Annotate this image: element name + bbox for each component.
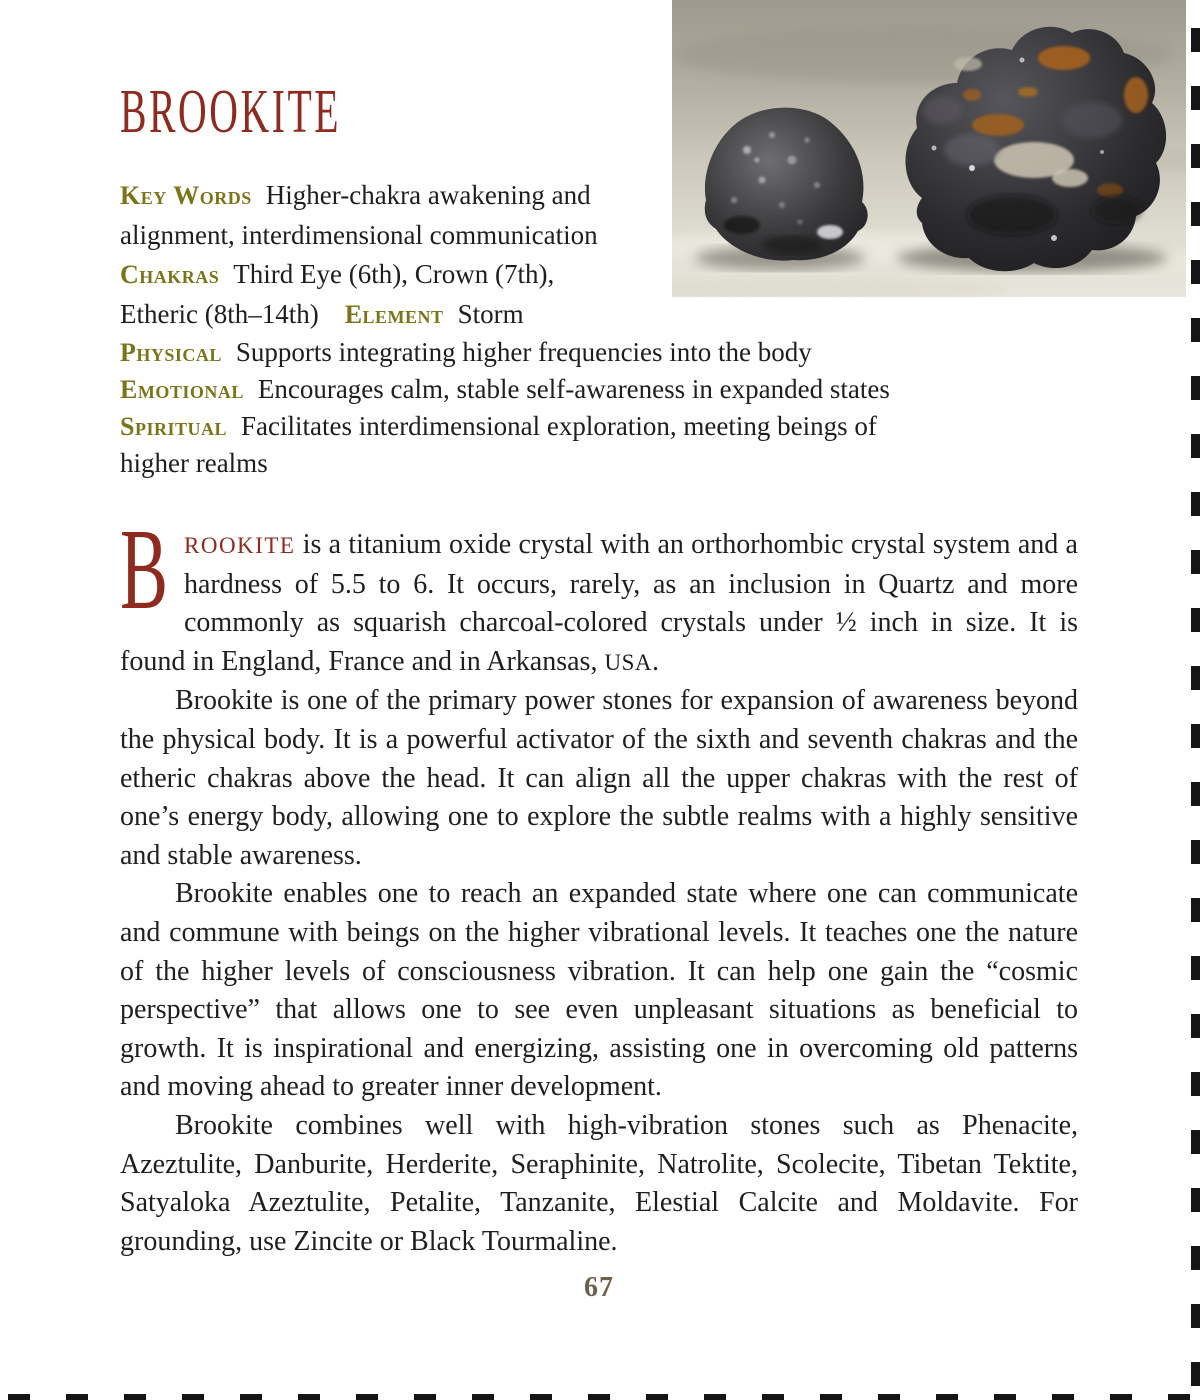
body-text <box>120 506 1078 1261</box>
drop-cap: B <box>120 506 168 634</box>
page-edge-mark <box>704 1394 726 1400</box>
paragraph-1-period: . <box>651 645 659 677</box>
page-edge-mark <box>1191 1014 1200 1038</box>
usa-smallcaps: USA <box>604 649 652 675</box>
keywords-chakras-element-block <box>120 176 668 334</box>
physical-label: Physical <box>120 338 222 367</box>
emotional-text: Encourages calm, stable self-awareness in expanded states <box>257 374 890 404</box>
page-edge-mark <box>1191 144 1200 168</box>
chakras-text-line1: Third Eye (6th), Crown (7th), <box>233 259 555 289</box>
chakras-text-line2: Etheric (8th–14th) <box>120 298 319 329</box>
page-edge-mark <box>820 1394 842 1400</box>
physical-line <box>120 334 1078 371</box>
page-edge-mark <box>1191 1130 1200 1154</box>
page-edge-mark <box>124 1394 146 1400</box>
page-edge-mark <box>1191 550 1200 574</box>
paragraph-3: Brookite enables one to reach an expanded state where one can communicate and commune with beings on the higher vibrational levels. It teaches one the nature of the higher levels of consciousness vibration. It can help one gain the “cosmic perspective” that allows one to see even unpleasant situations as beneficial to growth. It is inspirational and energizing, assisting one in overcoming old patterns and moving ahead to greater inner development. <box>120 878 1078 1103</box>
page-edge-mark <box>414 1394 436 1400</box>
page-edge-mark <box>1191 840 1200 864</box>
page-edge-mark <box>1191 434 1200 458</box>
page-edge-mark <box>66 1394 88 1400</box>
text-column <box>120 0 1078 1303</box>
paragraph-2: Brookite is one of the primary power stones for expansion of awareness beyond the physical body. It is a powerful activator of the sixth and seventh chakras and the etheric chakras above the head. It can align all the upper chakras with the rest of one’s energy body, allowing one to explore the subtle realms with a highly sensitive and stable awareness. <box>120 685 1078 871</box>
lead-smallcaps: ROOKITE <box>184 533 296 558</box>
page-edge-mark <box>1191 724 1200 748</box>
element-label: Element <box>344 299 444 329</box>
page-edge-mark <box>994 1394 1016 1400</box>
page-edge-mark <box>356 1394 378 1400</box>
page-edge-mark <box>1110 1394 1132 1400</box>
page-edge-mark <box>182 1394 204 1400</box>
page-edge-mark <box>472 1394 494 1400</box>
page-edge-mark <box>1191 898 1200 922</box>
page-title: BROOKITE <box>120 78 342 146</box>
page-edge-mark <box>240 1394 262 1400</box>
page-edge-mark <box>1191 318 1200 342</box>
page-edge-mark <box>530 1394 552 1400</box>
paragraph-1-text: is a titanium oxide crystal with an orthorhombic crystal system and a hardness of 5.5 to 6. It occurs, rarely, as an inclusion in Quartz and more commonly as squarish charcoal-colored crystals under ½ inch in size. It is found in England, France and in Arkansas, <box>120 529 1078 677</box>
page-edge-mark <box>1191 666 1200 690</box>
page-edge-mark <box>1191 202 1200 226</box>
page-edge-mark <box>1052 1394 1074 1400</box>
page-edge-mark <box>1191 1304 1200 1328</box>
page-edge-mark <box>1191 1072 1200 1096</box>
page-edge-mark <box>762 1394 784 1400</box>
key-words-label: Key Words <box>120 181 252 210</box>
page-edge-mark <box>1191 782 1200 806</box>
paragraph-4: Brookite combines well with high-vibration stones such as Phenacite, Azeztulite, Danburite, Herderite, Seraphinite, Natrolite, Scolecite, Tibetan Tektite, Satyaloka Azeztulite, Petalite, Tanzanite, Elestial Calcite and Moldavite. For grounding, use Zincite or Black Tourmaline. <box>120 1109 1078 1257</box>
emotional-line <box>120 371 1078 408</box>
page-edge-mark <box>936 1394 958 1400</box>
spiritual-label: Spiritual <box>120 412 227 441</box>
page-edge-mark <box>878 1394 900 1400</box>
spiritual-text-line1: Facilitates interdimensional exploration, meeting beings of <box>240 411 877 441</box>
physical-text: Supports integrating higher frequencies into the body <box>235 337 812 367</box>
spiritual-line <box>120 408 1078 482</box>
page-edge-mark <box>1191 86 1200 110</box>
page-number: 67 <box>584 1272 614 1303</box>
page-edge-mark <box>1191 492 1200 516</box>
page-edge-mark <box>1191 1188 1200 1212</box>
page-edge-mark <box>1191 1362 1200 1386</box>
page-edge-mark <box>1191 28 1200 52</box>
page-edge-mark <box>1191 956 1200 980</box>
page-edge-mark <box>588 1394 610 1400</box>
page-edge-mark <box>1191 1246 1200 1270</box>
page-edge-mark <box>1191 260 1200 284</box>
key-words-text: Higher-chakra awakening and alignment, interdimensional communication <box>120 180 598 250</box>
page-edge-mark <box>1168 1394 1190 1400</box>
emotional-label: Emotional <box>120 375 244 404</box>
chakras-label: Chakras <box>120 260 220 289</box>
spiritual-text-line2: higher realms <box>120 448 268 478</box>
paragraph-1 <box>120 506 1078 682</box>
page-edge-mark <box>646 1394 668 1400</box>
page-edge-mark <box>1191 376 1200 400</box>
page-edge-mark <box>8 1394 30 1400</box>
page-edge-mark <box>1191 608 1200 632</box>
page-edge-mark <box>298 1394 320 1400</box>
element-text: Storm <box>457 298 524 329</box>
